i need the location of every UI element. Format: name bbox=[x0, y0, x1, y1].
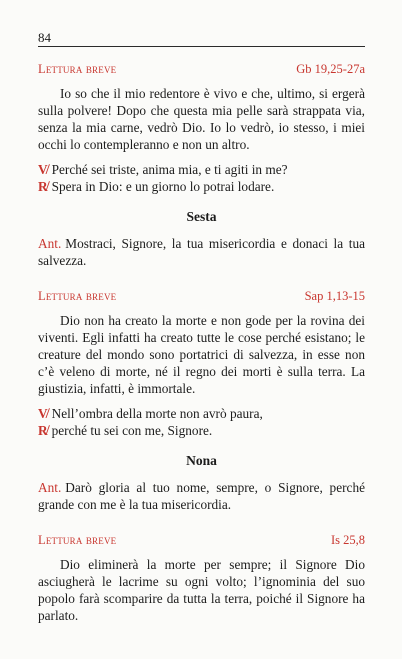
antiphon-text: Darò gloria al tuo nome, sempre, o Signore, perché grande con me è la tua misericordia. bbox=[38, 480, 365, 512]
versicle-line bbox=[38, 405, 365, 422]
response-symbol: R̸ bbox=[38, 179, 48, 194]
reading-reference: Sap 1,13-15 bbox=[304, 289, 365, 303]
versicle-line bbox=[38, 161, 365, 178]
antiphon-text: Mostraci, Signore, la tua misericordia e donaci la tua salvezza. bbox=[38, 236, 365, 268]
response-text: perché tu sei con me, Signore. bbox=[51, 423, 213, 438]
versicle-response-2 bbox=[38, 405, 365, 439]
antiphon-label: Ant. bbox=[38, 236, 62, 251]
antiphon-nona bbox=[38, 479, 365, 513]
reading-text-3: Dio eliminerà la morte per sempre; il Signore Dio asciugherà le lacrime su ogni volto; l’ignominia del suo popolo farà scomparire da tutta la terra, poiché il Signore ha parlato. bbox=[38, 557, 365, 623]
reading-heading-1 bbox=[38, 62, 365, 77]
versicle-response-1 bbox=[38, 161, 365, 195]
reading-reference: Gb 19,25-27a bbox=[296, 62, 365, 76]
response-symbol: R̸ bbox=[38, 423, 48, 438]
reading-label: Lettura breve bbox=[38, 62, 117, 76]
response-line bbox=[38, 178, 365, 195]
versicle-symbol: V̸ bbox=[38, 406, 48, 421]
versicle-text: Perché sei triste, anima mia, e ti agiti in me? bbox=[51, 162, 288, 177]
reading-text-2: Dio non ha creato la morte e non gode per la rovina dei viventi. Egli infatti ha creato tutte le cose perché esistano; le creature del mondo sono portatrici di salvezza, in esse non c’è veleno di morte, né il regno dei morti è sulla terra. La giustizia, infatti, è immortale. bbox=[38, 313, 365, 396]
response-line bbox=[38, 422, 365, 439]
hour-title-nona: Nona bbox=[186, 453, 217, 468]
response-text: Spera in Dio: e un giorno lo potrai lodare. bbox=[51, 179, 275, 194]
reading-reference: Is 25,8 bbox=[330, 533, 365, 547]
antiphon-sesta bbox=[38, 235, 365, 269]
reading-label: Lettura breve bbox=[38, 289, 117, 303]
versicle-text: Nell’ombra della morte non avrò paura, bbox=[51, 406, 263, 421]
versicle-symbol: V̸ bbox=[38, 162, 48, 177]
reading-label: Lettura breve bbox=[38, 533, 117, 547]
page-header bbox=[38, 28, 365, 46]
reading-heading-3 bbox=[38, 533, 365, 548]
breviary-page bbox=[38, 28, 365, 624]
hour-title-sesta: Sesta bbox=[186, 209, 217, 224]
header-rule bbox=[38, 46, 365, 47]
page-number: 84 bbox=[38, 30, 51, 45]
antiphon-label: Ant. bbox=[38, 480, 62, 495]
reading-text-1: Io so che il mio redentore è vivo e che, ultimo, si ergerà sulla polvere! Dopo che questa mia pelle sarà strappata via, senza la mia carne, vedrò Dio. Io lo vedrò, io stesso, i miei occhi lo contempleranno e non un altro. bbox=[38, 86, 365, 152]
reading-heading-2 bbox=[38, 289, 365, 304]
